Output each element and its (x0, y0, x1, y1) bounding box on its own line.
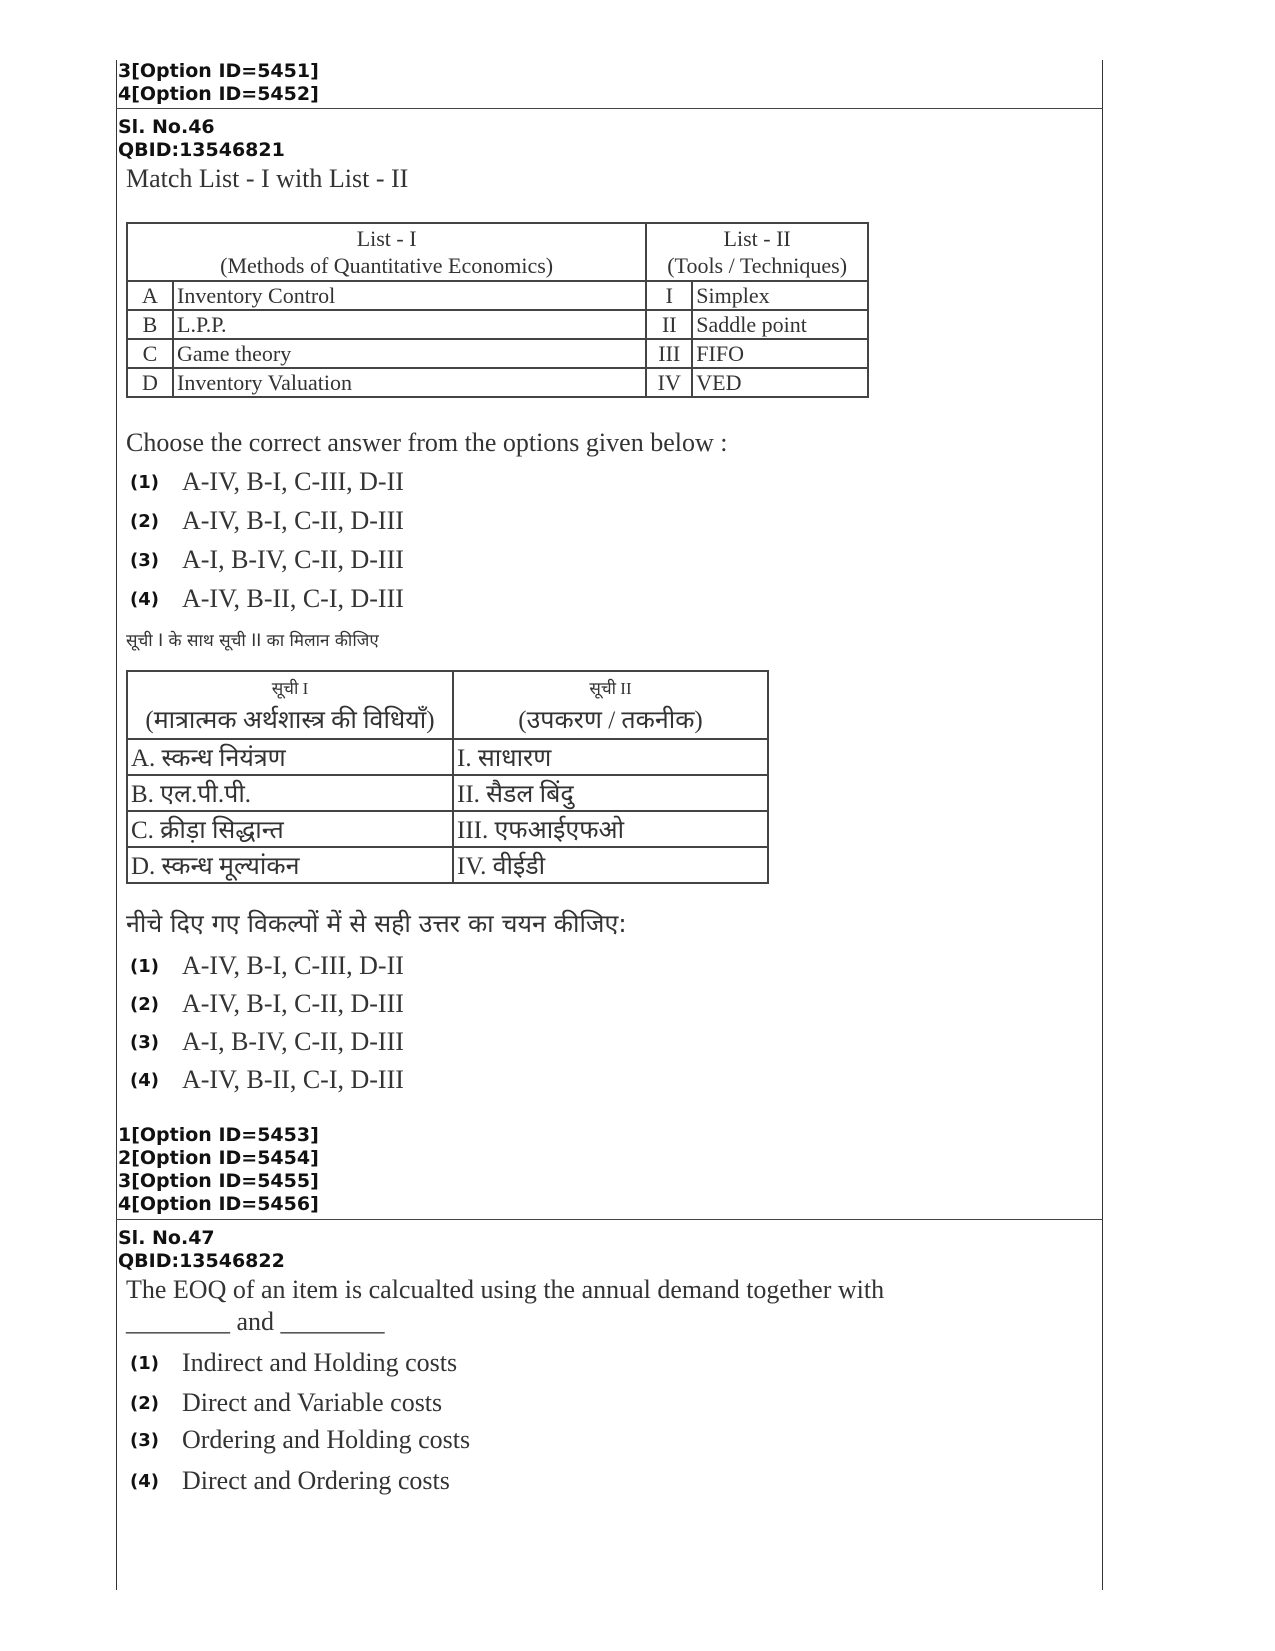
list2-key: I (646, 281, 692, 310)
list2-key: IV (646, 368, 692, 397)
list1-value: A. स्कन्ध नियंत्रण (127, 739, 453, 775)
option-3-hindi[interactable] (130, 1025, 404, 1059)
option-2-hindi[interactable] (130, 987, 404, 1021)
serial-number: Sl. No.46 (118, 116, 215, 138)
list2-subtitle: (Tools / Techniques) (667, 253, 848, 278)
table-row (127, 368, 868, 397)
table-row (127, 847, 768, 883)
question-text (126, 1274, 884, 1338)
table-row (127, 310, 868, 339)
option-text: A-I, B-IV, C-II, D-III (182, 1027, 404, 1056)
list2-value: IV. वीईडी (453, 847, 768, 883)
option-number: (4) (130, 1470, 159, 1492)
option-text: A-IV, B-II, C-I, D-III (182, 584, 404, 613)
match-table-hindi (126, 670, 769, 884)
list1-value: Inventory Control (173, 281, 646, 310)
table-header-row (127, 671, 768, 739)
option-number: (1) (130, 955, 159, 977)
serial-number: Sl. No.47 (118, 1227, 215, 1249)
option-3[interactable] (130, 1423, 470, 1457)
option-2[interactable] (130, 504, 404, 538)
option-id: 2[Option ID=5454] (118, 1147, 319, 1169)
option-id: 3[Option ID=5451] (118, 60, 319, 82)
match-table-english (126, 222, 869, 398)
question-prompt: Match List - I with List - II (126, 164, 409, 193)
option-number: (2) (130, 510, 159, 532)
list1-value: B. एल.पी.पी. (127, 775, 453, 811)
list1-header (127, 671, 453, 739)
divider (116, 108, 1103, 109)
option-text: A-IV, B-I, C-II, D-III (182, 506, 404, 535)
list2-header (646, 223, 868, 281)
list2-subtitle: (उपकरण / तकनीक) (518, 707, 703, 734)
choose-instruction: Choose the correct answer from the options given below : (126, 428, 728, 457)
q46-header (118, 116, 285, 162)
list1-title: List - I (356, 226, 417, 251)
list2-value: I. साधारण (453, 739, 768, 775)
option-text: A-IV, B-I, C-II, D-III (182, 989, 404, 1018)
table-row (127, 811, 768, 847)
option-1-hindi[interactable] (130, 949, 404, 983)
list2-key: II (646, 310, 692, 339)
list2-key: III (646, 339, 692, 368)
option-number: (4) (130, 588, 159, 610)
table-row (127, 739, 768, 775)
list2-value: Saddle point (692, 310, 868, 339)
table-row (127, 339, 868, 368)
list2-title: List - II (723, 226, 791, 251)
option-number: (3) (130, 549, 159, 571)
option-number: (3) (130, 1429, 159, 1451)
option-1[interactable] (130, 1346, 457, 1380)
question-line: The EOQ of an item is calcualted using the annual demand together with (126, 1275, 885, 1304)
list1-value: D. स्कन्ध मूल्यांकन (127, 847, 453, 883)
option-text: Direct and Ordering costs (182, 1466, 450, 1495)
option-1[interactable] (130, 465, 404, 499)
q47-header (118, 1227, 285, 1273)
list1-value: L.P.P. (173, 310, 646, 339)
list2-value: Simplex (692, 281, 868, 310)
option-text: Indirect and Holding costs (182, 1348, 458, 1377)
option-number: (3) (130, 1031, 159, 1053)
list1-value: Game theory (173, 339, 646, 368)
list1-key: C (127, 339, 173, 368)
list1-subtitle: (मात्रात्मक अर्थशास्त्र की विधियाँ) (145, 707, 435, 734)
option-text: A-IV, B-I, C-III, D-II (182, 467, 404, 496)
list1-header (127, 223, 646, 281)
list2-value: VED (692, 368, 868, 397)
question-line: ________ and ________ (126, 1307, 385, 1336)
table-row (127, 775, 768, 811)
option-number: (1) (130, 1352, 159, 1374)
option-id: 3[Option ID=5455] (118, 1170, 319, 1192)
prev-option-ids (118, 60, 319, 106)
list2-header (453, 671, 768, 739)
option-text: A-IV, B-II, C-I, D-III (182, 1065, 404, 1094)
table-header-row (127, 223, 868, 281)
option-4[interactable] (130, 582, 404, 616)
q46-option-ids (118, 1124, 319, 1216)
list2-title: सूची II (589, 679, 632, 698)
question-prompt-hindi: सूची I के साथ सूची II का मिलान कीजिए (126, 631, 379, 651)
option-number: (2) (130, 993, 159, 1015)
list1-value: C. क्रीड़ा सिद्धान्त (127, 811, 453, 847)
list2-value: III. एफआईएफओ (453, 811, 768, 847)
option-text: Ordering and Holding costs (182, 1425, 471, 1454)
table-row (127, 281, 868, 310)
option-number: (1) (130, 471, 159, 493)
list1-value: Inventory Valuation (173, 368, 646, 397)
list1-key: B (127, 310, 173, 339)
option-id: 4[Option ID=5456] (118, 1193, 319, 1215)
option-4-hindi[interactable] (130, 1063, 404, 1097)
option-3[interactable] (130, 543, 404, 577)
option-text: Direct and Variable costs (182, 1388, 443, 1417)
option-id: 1[Option ID=5453] (118, 1124, 319, 1146)
option-number: (4) (130, 1069, 159, 1091)
list1-key: A (127, 281, 173, 310)
list1-subtitle: (Methods of Quantitative Economics) (220, 253, 554, 278)
option-number: (2) (130, 1392, 159, 1414)
option-text: A-IV, B-I, C-III, D-II (182, 951, 404, 980)
option-id: 4[Option ID=5452] (118, 83, 319, 105)
option-text: A-I, B-IV, C-II, D-III (182, 545, 404, 574)
option-4[interactable] (130, 1464, 450, 1498)
qbid: QBID:13546822 (118, 1250, 285, 1272)
list1-key: D (127, 368, 173, 397)
divider (116, 1219, 1103, 1220)
list1-title: सूची I (271, 679, 309, 698)
qbid: QBID:13546821 (118, 139, 285, 161)
choose-instruction-hindi: नीचे दिए गए विकल्पों में से सही उत्तर का चयन कीजिए: (126, 909, 627, 938)
list2-value: II. सैडल बिंदु (453, 775, 768, 811)
option-2[interactable] (130, 1386, 442, 1420)
list2-value: FIFO (692, 339, 868, 368)
